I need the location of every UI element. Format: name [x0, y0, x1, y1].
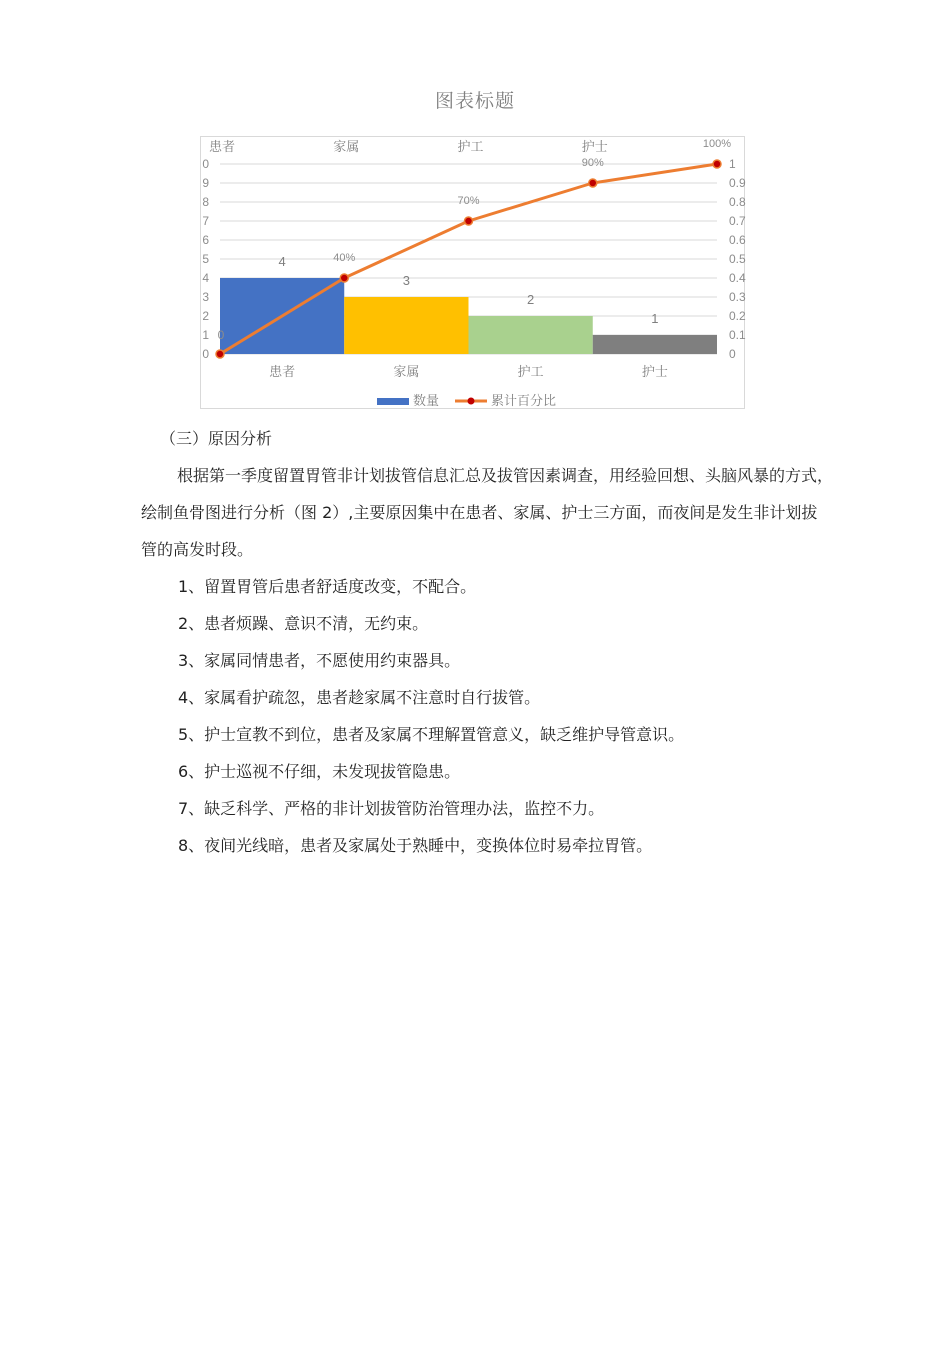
category-axis-label: 家属	[393, 364, 420, 379]
chart-title: 图表标题	[434, 90, 515, 112]
pareto-chart	[200, 136, 745, 409]
list-item: 6、护士巡视不仔细，未发现拔管隐患。	[178, 762, 461, 781]
primary-y-tick-label: 0	[202, 157, 209, 171]
line-point	[713, 160, 721, 168]
legend-label: 累计百分比	[491, 393, 557, 408]
secondary-y-tick-label: 0.9	[729, 176, 746, 190]
secondary-y-tick-label: 0.3	[729, 290, 746, 304]
line-data-label: 100%	[702, 138, 732, 150]
legend-swatch-bar	[377, 398, 409, 405]
line-point	[465, 217, 473, 225]
list-item: 7、缺乏科学、严格的非计划拔管防治管理办法，监控不力。	[178, 799, 605, 818]
secondary-y-tick-label: 0	[729, 347, 736, 361]
category-axis-label: 护士	[641, 364, 668, 379]
primary-y-tick-label: 2	[202, 309, 209, 323]
list-item: 5、护士宣教不到位，患者及家属不理解置管意义，缺乏维护导管意识。	[178, 725, 685, 744]
secondary-y-tick-label: 0.6	[729, 233, 746, 247]
cause-list	[178, 568, 948, 864]
bar-data-label: 2	[527, 292, 535, 307]
list-item: 1、留置胃管后患者舒适度改变，不配合。	[178, 577, 477, 596]
category-axis-label: 护工	[517, 364, 544, 379]
secondary-y-tick-label: 0.1	[729, 328, 746, 342]
bar	[344, 297, 468, 354]
legend-label: 数量	[413, 393, 440, 408]
legend-swatch-marker	[468, 398, 475, 405]
primary-y-tick-label: 5	[202, 252, 209, 266]
section-heading: （三）原因分析	[160, 429, 273, 448]
primary-y-tick-label: 3	[202, 290, 209, 304]
primary-y-tick-label: 0	[202, 347, 209, 361]
line-data-label: 0	[217, 328, 225, 342]
list-item: 8、夜间光线暗，患者及家属处于熟睡中，变换体位时易牵拉胃管。	[178, 836, 653, 855]
list-item: 2、患者烦躁、意识不清，无约束。	[178, 614, 429, 633]
bar-data-label: 4	[278, 254, 286, 269]
primary-y-tick-label: 1	[202, 328, 209, 342]
line-point	[340, 274, 348, 282]
line-data-label: 90%	[581, 157, 604, 169]
primary-y-tick-label: 8	[202, 195, 209, 209]
secondary-y-tick-label: 0.4	[729, 271, 746, 285]
paragraph-line: 绘制鱼骨图进行分析（图 2）,主要原因集中在患者、家属、护士三方面，而夜间是发生非计划拔	[141, 503, 818, 522]
secondary-x-axis-label: 护工	[457, 139, 484, 154]
bar-data-label: 1	[651, 311, 659, 326]
list-item: 4、家属看护疏忽，患者趁家属不注意时自行拔管。	[178, 688, 541, 707]
secondary-x-axis-label: 护士	[581, 139, 608, 154]
primary-y-tick-label: 9	[202, 176, 209, 190]
cause-analysis-paragraph	[141, 457, 911, 568]
primary-y-tick-label: 4	[202, 271, 209, 285]
primary-y-tick-label: 6	[202, 233, 209, 247]
primary-y-tick-label: 7	[202, 214, 209, 228]
paragraph-line: 根据第一季度留置胃管非计划拔管信息汇总及拔管因素调查，用经验回想、头脑风暴的方式，	[177, 466, 834, 485]
secondary-y-tick-label: 0.2	[729, 309, 746, 323]
line-data-label: 40%	[333, 252, 356, 264]
line-point	[589, 179, 597, 187]
secondary-y-tick-label: 0.8	[729, 195, 746, 209]
bar	[593, 335, 717, 354]
bar	[469, 316, 593, 354]
secondary-x-axis-label: 家属	[333, 139, 360, 154]
secondary-y-tick-label: 0.7	[729, 214, 746, 228]
secondary-y-tick-label: 1	[729, 157, 736, 171]
chart-canvas	[201, 137, 746, 410]
secondary-x-axis-label: 患者	[208, 139, 236, 154]
category-axis-label: 患者	[269, 364, 296, 379]
line-point	[216, 350, 224, 358]
bar-data-label: 3	[402, 273, 410, 288]
secondary-y-tick-label: 0.5	[729, 252, 746, 266]
line-data-label: 70%	[457, 195, 480, 207]
paragraph-line: 管的高发时段。	[141, 540, 254, 559]
list-item: 3、家属同情患者，不愿使用约束器具。	[178, 651, 461, 670]
